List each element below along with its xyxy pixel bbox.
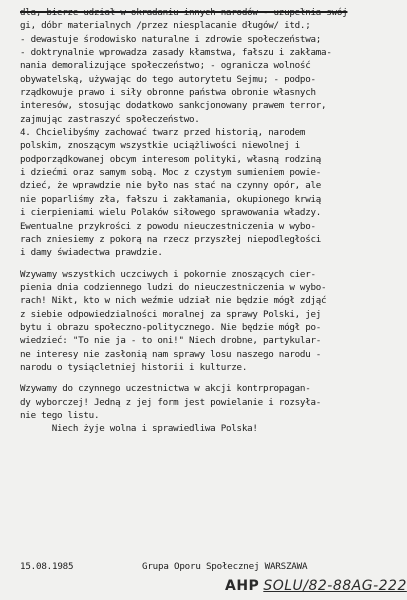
document-body bbox=[20, 6, 392, 436]
text-line: narodu o tysiącletniej historii i kulturze. bbox=[20, 361, 248, 373]
text-line: polskim, znoszącym wszystkie uciążliwości niewolnej i bbox=[20, 140, 300, 152]
text-line: gi, dóbr materialnych /przez niesplacanie długów/ itd.; bbox=[20, 20, 311, 32]
text-line: dy wyborczej! Jedną z jej form jest powielanie i rozsyła- bbox=[20, 396, 322, 408]
text-line: Niech żyje wolna i sprawiedliwa Polska! bbox=[20, 423, 258, 435]
document-date: 15.08.1985 bbox=[20, 561, 74, 572]
text-line: nie poparliśmy zła, fałszu i zakłamania, okupionego krwią bbox=[20, 193, 322, 205]
archive-signature: SOLU/82-88AG-222 bbox=[263, 578, 407, 594]
text-line: - doktrynalnie wprowadza zasady kłamstwa, fałszu i zakłama- bbox=[20, 47, 332, 59]
text-line: Wzywamy do czynnego uczestnictwa w akcji kontrpropagan- bbox=[20, 383, 311, 395]
text-line: rach zniesiemy z pokorą na rzecz przyszłej niepodległości bbox=[20, 233, 322, 245]
text-line: pienia dnia codziennego ludzi do nieuczestniczenia w wybo- bbox=[20, 281, 327, 293]
text-line: podporządkowanej obcym interesom polityki, własną rodziną bbox=[20, 153, 322, 165]
archive-reference bbox=[225, 578, 407, 594]
text-line: bytu i obrazu społeczno-politycznego. Nie będzie mógł po- bbox=[20, 321, 322, 333]
text-line: obywatelską, używając do tego autorytetu Sejmu; - podpo- bbox=[20, 73, 316, 85]
text-line bbox=[20, 374, 392, 382]
text-line: nie tego listu. bbox=[20, 409, 100, 421]
text-line: i damy świadectwa prawdzie. bbox=[20, 247, 163, 259]
text-line: interesów, stosując dodatkowo sankcjonowany prawem terror, bbox=[20, 100, 327, 112]
text-line: i cierpieniami wielu Polaków siłowego sprawowania władzy. bbox=[20, 207, 322, 219]
text-line: dla, bierze udział w okradaniu innych narodów - uzupełnia swój bbox=[20, 7, 348, 18]
text-line: wiedzieć: "To nie ja - to oni!" Niech drobne, partykular- bbox=[20, 335, 322, 347]
text-line: z siebie odpowiedzialności moralnej za sprawy Polski, jej bbox=[20, 308, 322, 320]
text-line: rach! Nikt, kto w nich weźmie udział nie będzie mógł zdjąć bbox=[20, 295, 327, 307]
text-line: Ewentualne przykrości z powodu nieuczestniczenia w wybo- bbox=[20, 220, 316, 232]
text-line: - dewastuje środowisko naturalne i zdrowie społeczeństwa; bbox=[20, 33, 322, 45]
text-line: 4. Chcielibyśmy zachować twarz przed historią, narodem bbox=[20, 127, 306, 139]
text-line: zajmując zastraszyć społeczeństwo. bbox=[20, 113, 200, 125]
text-line: rządkowuje prawo i siły obronne państwa obronie własnych bbox=[20, 87, 316, 99]
text-line: ne interesy nie zasłonią nam sprawy losu naszego narodu - bbox=[20, 348, 322, 360]
text-line: Wzywamy wszystkich uczciwych i pokornie znoszących cier- bbox=[20, 268, 316, 280]
text-line bbox=[20, 260, 392, 268]
text-line: nania demoralizujące społeczeństwo; - ogranicza wolność bbox=[20, 60, 311, 72]
signature-group: Grupa Oporu Społecznej WARSZAWA bbox=[142, 561, 308, 572]
archive-stamp: AHP bbox=[225, 578, 260, 594]
text-line: dzieć, że wprawdzie nie było nas stać na czynny opór, ale bbox=[20, 180, 322, 192]
text-line: i dziećmi oraz samym sobą. Moc z czystym sumieniem powie- bbox=[20, 167, 322, 179]
